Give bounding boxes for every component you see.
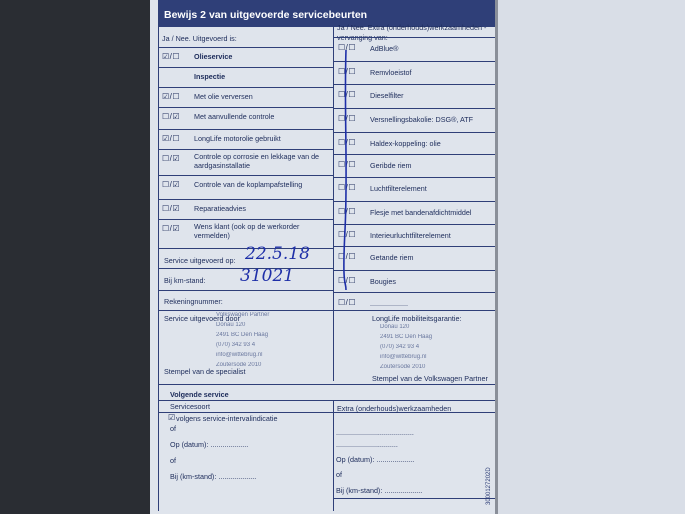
row-rule — [158, 107, 333, 108]
extra-work-label: Versnellingsbakolie: DSG®, ATF — [370, 115, 474, 124]
row-rule — [158, 67, 333, 68]
row-rule — [333, 132, 495, 133]
document-code: 3000127202D — [486, 467, 492, 505]
row-rule — [333, 224, 495, 225]
extra-date-field[interactable]: Op (datum): ................... — [336, 455, 415, 464]
row-rule — [158, 219, 333, 220]
service-checkbox[interactable]: ☐/☑ — [162, 180, 181, 189]
column-divider — [333, 400, 334, 511]
extra-work-label: ................... — [370, 299, 408, 308]
row-rule — [158, 149, 333, 150]
service-item-label: Wens klant (ook op de werkorder vermelden) — [194, 222, 300, 240]
row-rule — [158, 310, 495, 311]
service-item-label: Olieservice — [194, 52, 233, 61]
interval-checkbox[interactable]: ☑ — [168, 413, 176, 422]
extra-work-label: AdBlue® — [370, 44, 399, 53]
service-date-label: Service uitgevoerd op: — [164, 256, 236, 265]
row-rule — [158, 87, 333, 88]
stamp-specialist-label: Stempel van de specialist — [164, 367, 246, 376]
extra-work-checkbox[interactable]: ☐/☐ — [338, 183, 357, 192]
column-divider — [333, 26, 334, 381]
extra-work-label: Remvloeistof — [370, 68, 412, 77]
next-date-field[interactable]: Op (datum): ................... — [170, 440, 249, 449]
stamp-partner-label: Stempel van de Volkswagen Partner — [372, 374, 488, 383]
or-label: of — [170, 456, 176, 465]
row-rule — [158, 175, 333, 176]
row-rule — [158, 47, 333, 48]
service-checkbox[interactable]: ☐/☑ — [162, 154, 181, 163]
service-checkbox[interactable]: ☑/☐ — [162, 52, 181, 61]
extra-work-checkbox[interactable]: ☐/☐ — [338, 230, 357, 239]
extra-work-checkbox[interactable]: ☐/☐ — [338, 43, 357, 52]
extra-work-label: Bougies — [370, 277, 396, 286]
extra-work-checkbox[interactable]: ☐/☐ — [338, 252, 357, 261]
row-rule — [158, 290, 333, 291]
extra-work-checkbox[interactable]: ☐/☐ — [338, 138, 357, 147]
extra-work-checkbox[interactable]: ☐/☐ — [338, 114, 357, 123]
service-checkbox[interactable]: ☐/☑ — [162, 112, 181, 121]
extra-dots-1: ....................................... — [336, 428, 414, 437]
extra-work-label: Haldex-koppeling: olie — [370, 139, 441, 148]
extra-work-label: Flesje met bandenafdichtmiddel — [370, 208, 472, 217]
extra-work-label: Dieselfilter — [370, 91, 404, 100]
interval-label: volgens service-intervalindicatie — [176, 414, 278, 423]
row-rule — [333, 84, 495, 85]
handwritten-km: 31021 — [240, 266, 295, 286]
service-item-label: Reparatieadvies — [194, 204, 246, 213]
row-rule — [333, 270, 495, 271]
service-by-label: Service uitgevoerd door — [164, 314, 240, 323]
service-item-label: Controle van de koplampafstelling — [194, 180, 303, 189]
service-checkbox[interactable]: ☐/☑ — [162, 224, 181, 233]
row-rule — [333, 61, 495, 62]
service-checkbox[interactable]: ☑/☐ — [162, 92, 181, 101]
row-rule — [333, 201, 495, 202]
page-title: Bewijs 2 van uitgevoerde servicebeurten — [158, 0, 495, 26]
row-rule — [158, 400, 495, 401]
section-rule — [158, 384, 495, 385]
extra-work-checkbox[interactable]: ☐/☐ — [338, 276, 357, 285]
row-rule — [333, 498, 495, 499]
service-checkbox[interactable]: ☐/☑ — [162, 204, 181, 213]
guarantee-label: LongLife mobiliteitsgarantie: — [372, 314, 462, 323]
extra-work-checkbox[interactable]: ☐/☐ — [338, 298, 357, 307]
km-label: Bij km-stand: — [164, 276, 206, 285]
or-label: of — [170, 424, 176, 433]
extra-work-label: Geribde riem — [370, 161, 412, 170]
row-rule — [158, 199, 333, 200]
handwritten-date: 22.5.18 — [245, 244, 310, 264]
book-spine — [495, 0, 498, 514]
extra-work-label: Getande riem — [370, 253, 414, 262]
row-rule — [333, 108, 495, 109]
service-item-label: Met aanvullende controle — [194, 112, 275, 121]
next-page — [498, 0, 685, 514]
row-rule — [333, 246, 495, 247]
row-rule — [333, 292, 495, 293]
row-rule — [333, 154, 495, 155]
extra-work-label: Interieurluchtfilterelement — [370, 231, 451, 240]
extra-work-checkbox[interactable]: ☐/☐ — [338, 160, 357, 169]
service-item-label: Inspectie — [194, 72, 226, 81]
extra-work-label: Luchtfilterelement — [370, 184, 427, 193]
service-item-label: LongLife motorolie gebruikt — [194, 134, 281, 143]
next-service-heading: Volgende service — [170, 390, 229, 399]
extra-work-checkbox[interactable]: ☐/☐ — [338, 207, 357, 216]
row-rule — [333, 37, 495, 38]
next-km-field[interactable]: Bij (km-stand): ................... — [170, 472, 257, 481]
service-type-label: Servicesoort — [170, 402, 210, 411]
extra-work-checkbox[interactable]: ☐/☐ — [338, 67, 357, 76]
row-rule — [333, 177, 495, 178]
handwritten-stroke — [340, 50, 352, 290]
invoice-label: Rekeningnummer: — [164, 297, 223, 306]
or-label: of — [336, 470, 342, 479]
extra-km-field[interactable]: Bij (km-stand): ................... — [336, 486, 423, 495]
extra-work-checkbox[interactable]: ☐/☐ — [338, 90, 357, 99]
row-rule — [158, 129, 333, 130]
extra-work-label: Extra (onderhouds)werkzaamheden — [337, 404, 452, 413]
extra-dots-2: ............................... — [336, 440, 398, 449]
service-booklet-page: Bewijs 2 van uitgevoerde servicebeurten Ja / Nee. Uitgevoerd is: Ja / Nee. Extra (onderhouds)werkzaamheden - ☑/☐ Olieservice Inspectie ☑/☐ Met olie verversen ☐/☑ Met aanvullende controle ☑/☐ LongLife motorolie gebruikt ☐/☑ Controle op corrosie en lekkage van de aardgasinstallatie ☐/☑ Controle van de koplampafstelling ☐/☑ Reparatieadvies ☐/☑ Wens klant (ook op de werkorder vermelden) ☐/☐ AdBlue® ☐/☐ Remvloeistof ☐/☐ Dieselfilter ☐/☐ Versnellingsbakolie: DSG®, ATF ☐/☐ Haldex-koppeling: olie ☐/☐ Geribde riem ☐/☐ Luchtfilterelement ☐/☐ Flesje met bandenafdichtmiddel ☐/☐ Interieurluchtfilterelement ☐/☐ Getande riem ☐/☐ Bougies ☐/☐ ................... Service uitgevoerd op: 22.5.18 Bij km-stand: 31021 Rekeningnummer: Service uitgevoerd door Volkswagen Partner Donau 120 2491 BC Den Haag (070) 342 93 4 info@wittebrug.nl Zoutersode 2010 Stempel van de specialist LongLife mobiliteitsgarantie: Donau 120 2491 BC Den Haag (070) 342 93 4 info@wittebrug.nl Zoutersode 2010 Stempel van de Volkswagen Partner Volgende service Servicesoort Extra (onderhouds)werkzaamheden ☑ volgens service-intervalindicatie of ....................................... Op (datum): ................... ............................... of Op (datum): ................... of Bij (km-stand): ................... Bij (km-stand): ................... 3000127202D — [150, 0, 495, 514]
left-column-heading: Ja / Nee. Uitgevoerd is: — [162, 34, 237, 43]
service-checkbox[interactable]: ☑/☐ — [162, 134, 181, 143]
service-item-label: Controle op corrosie en lekkage van de aardgasinstallatie — [194, 152, 320, 170]
service-item-label: Met olie verversen — [194, 92, 253, 101]
right-column-heading: Ja / Nee. Extra (onderhouds)werkzaamheden - — [337, 23, 487, 32]
